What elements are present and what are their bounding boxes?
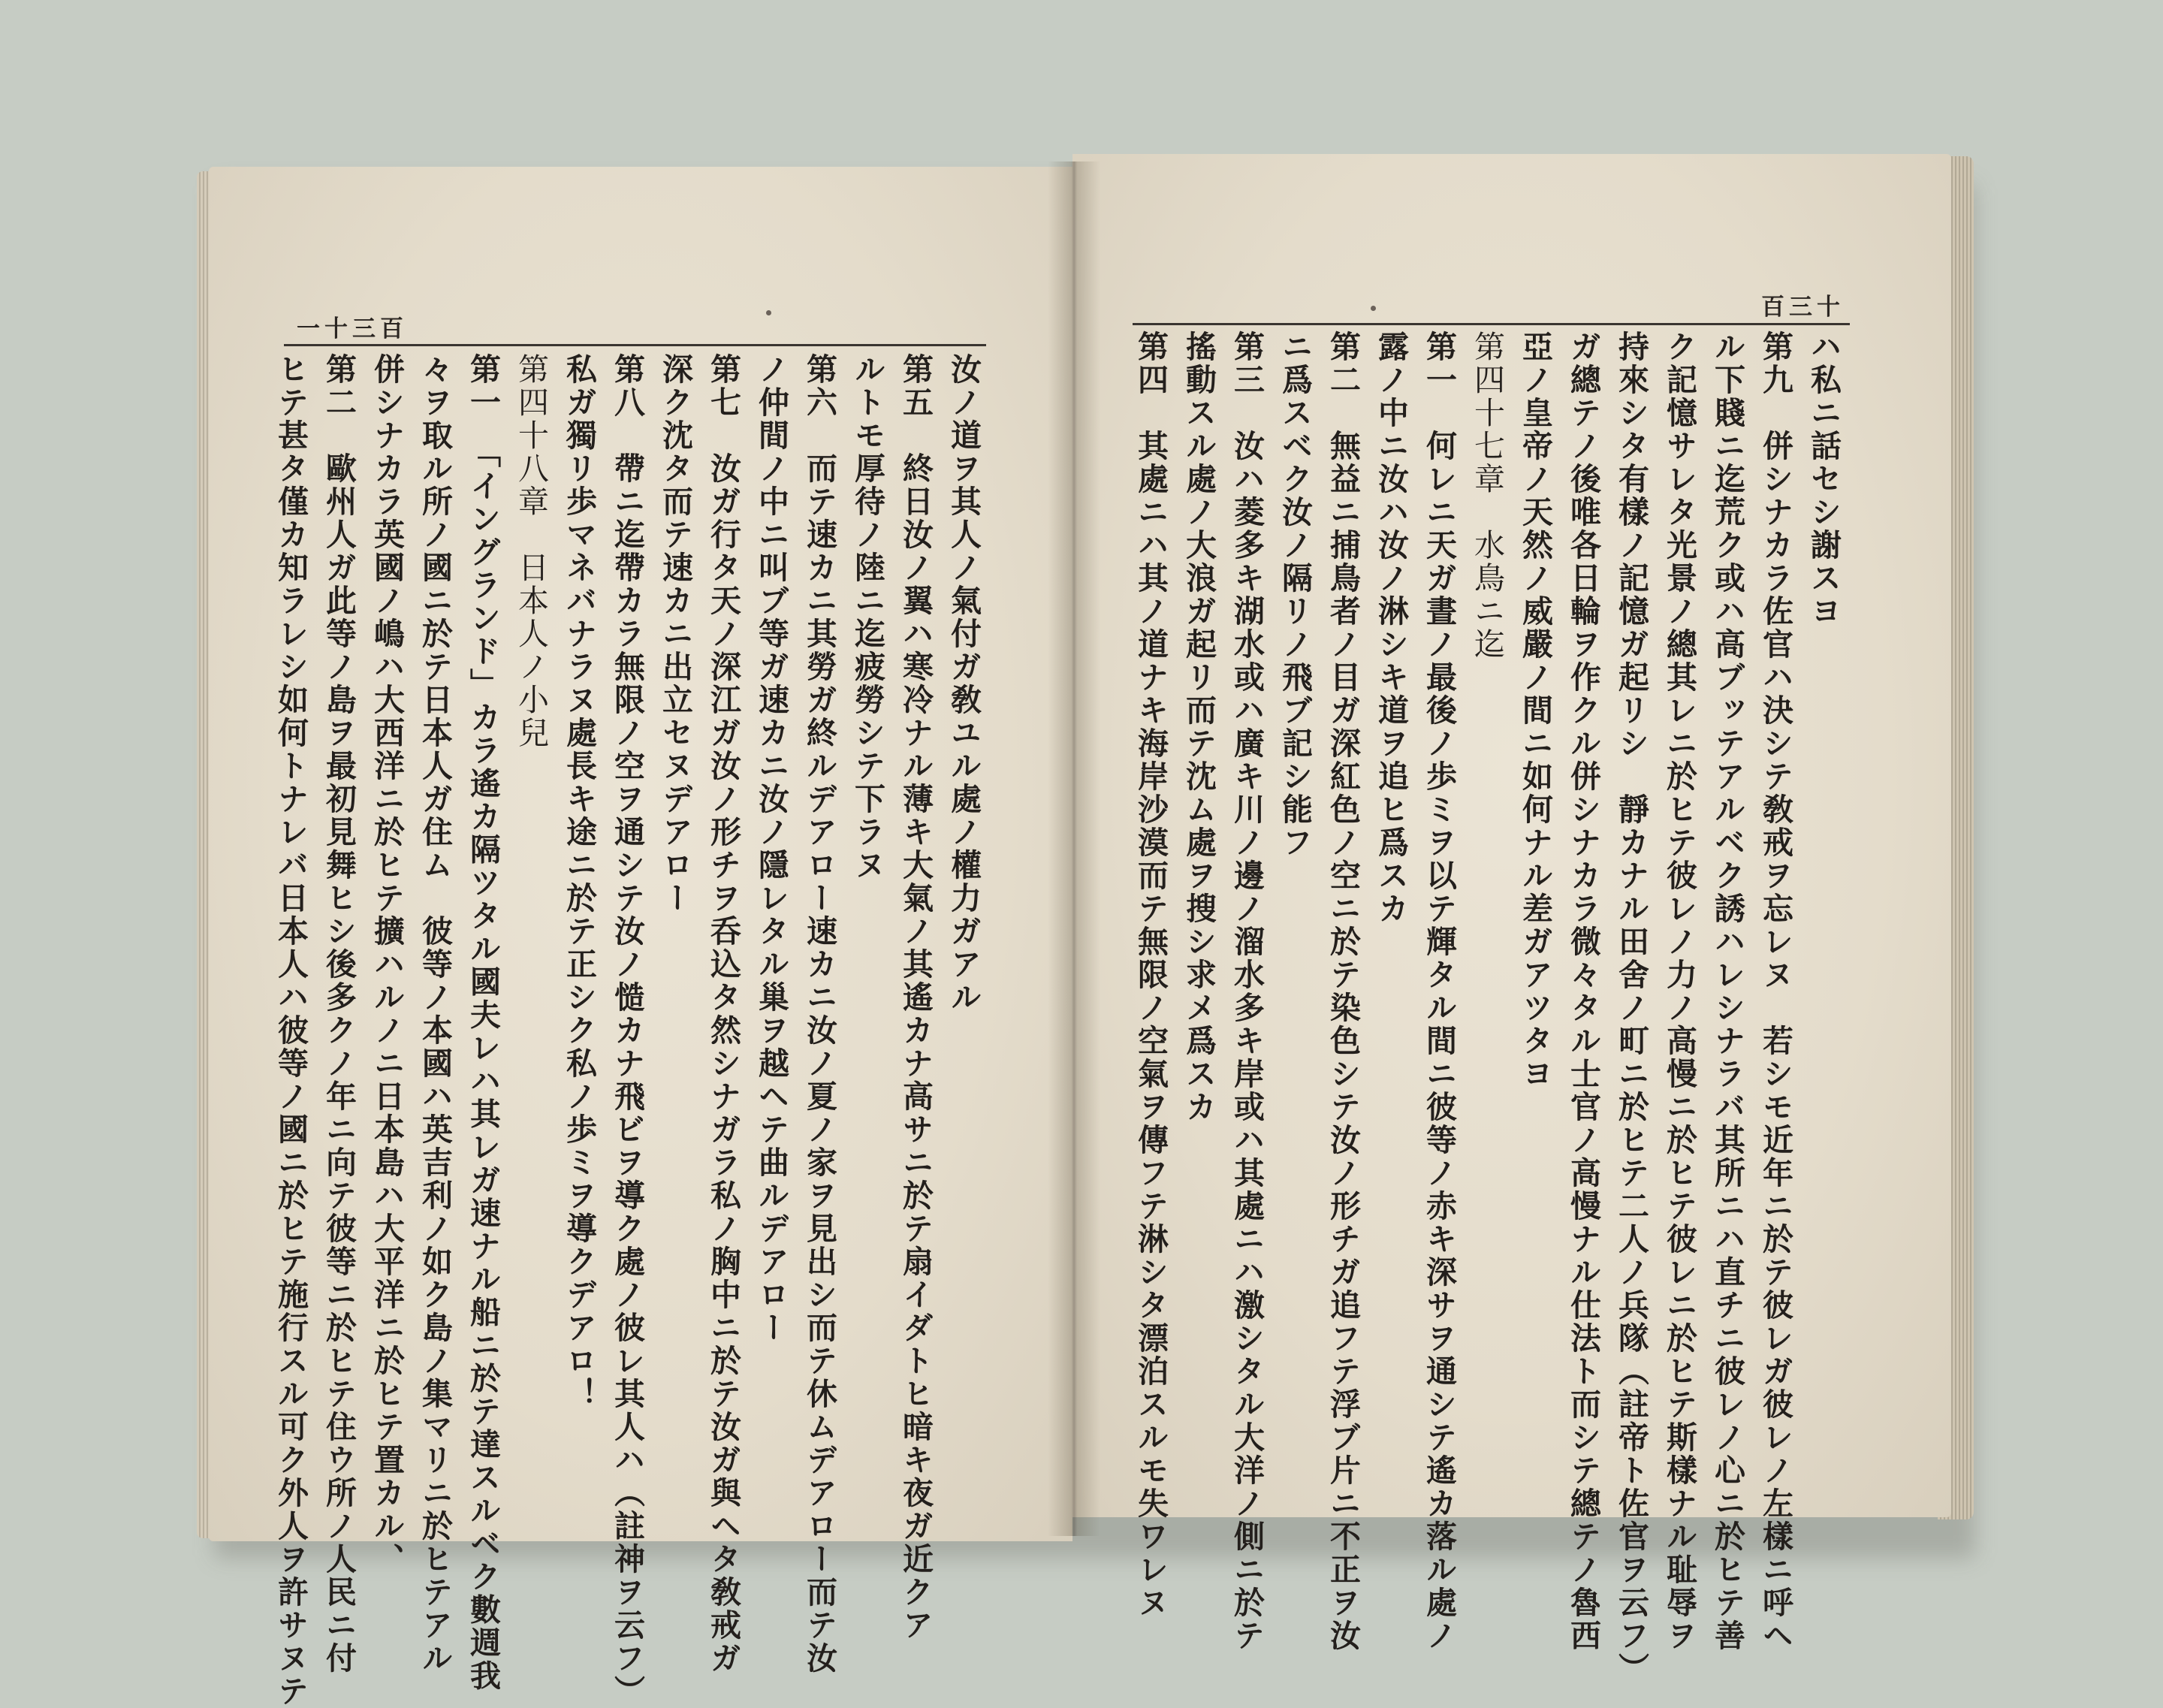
book-gutter (1048, 161, 1100, 1536)
text-column: 汝ノ道ヲ其人ノ氣付ガ敎ユル處ノ權力ガアル (946, 353, 982, 1014)
text-column: ルトモ厚待ノ陸ニ迄疲勞シテ下ラヌ (849, 353, 885, 882)
text-column: 第九 併シナカラ佐官ハ決シテ敎戒ヲ忘レヌ 若シモ近年ニ於テ彼レガ彼レノ左樣ニ呼ヘ (1757, 330, 1793, 1652)
text-column: 第一 何レニ天ガ晝ノ最後ノ歩ミヲ以テ輝タル間ニ彼等ノ赤キ深サヲ通シテ遙カ落ル處ノ (1421, 330, 1457, 1652)
text-column: 第三 汝ハ菱多キ湖水或ハ廣キ川ノ邊ノ溜水多キ岸或ハ其處ニハ激シタル大洋ノ側ニ於テ (1229, 330, 1265, 1652)
text-column: 搖動スル處ノ大浪ガ起リ而テ沈ム處ヲ搜シ求メ爲スカ (1181, 330, 1217, 1124)
text-column: ヒテ甚タ僅カ知ラレシ如何トナレバ日本人ハ彼等ノ國ニ於ヒテ施行スル可ク外人ヲ許サヌテ (273, 353, 309, 1708)
text-column: 第二 歐州人ガ此等ノ島ヲ最初見舞ヒシ後多クノ年ニ向テ彼等ニ於ヒテ住ウ所ノ人民ニ付 (321, 353, 357, 1675)
text-column: 亞ノ皇帝ノ天然ノ威嚴ノ間ニ如何ナル差ガアツタヨ (1517, 330, 1553, 1091)
text-column: 第二 無益ニ捕鳥者ノ目ガ深紅色ノ空ニ於テ染色シテ汝ノ形チガ追フテ浮ブ片ニ不正ヲ汝 (1325, 330, 1361, 1652)
text-column: 第四 其處ニハ其ノ道ナキ海岸沙漠而テ無限ノ空氣ヲ傳フテ淋シタ漂泊スルモ失ワレヌ (1133, 330, 1169, 1619)
text-column: 深ク沈タ而テ速カニ出立セヌデアロー (657, 353, 693, 915)
text-column: 露ノ中ニ汝ハ汝ノ淋シキ道ヲ追ヒ爲スカ (1373, 330, 1409, 925)
text-column: 持來シタ有樣ノ記憶ガ起リシ 靜カナル田舍ノ町ニ於ヒテ二人ノ兵隊（註帝ト佐官ヲ云フ） (1613, 330, 1649, 1685)
text-column: ハ私ニ話セシ謝スヨ (1806, 330, 1842, 628)
text-column: 第七 汝ガ行タ天ノ深江ガ汝ノ形チヲ呑込タ然シナガラ私ノ胸中ニ於テ汝ガ與ヘタ敎戒ガ (705, 353, 741, 1675)
right-page-number: 百三十 (1761, 294, 1845, 321)
text-column: 第六 而テ速カニ其勞ガ終ルデアロー速カニ汝ノ夏ノ家ヲ見出シ而テ休ムデアロー而テ汝 (801, 353, 837, 1675)
text-column: 第八 帶ニ迄帶カラ無限ノ空ヲ通シテ汝ノ慥カナ飛ビヲ導ク處ノ彼レ其人ハ（註神ヲ云フ） (609, 353, 645, 1708)
left-page-number: 一十三百 (297, 315, 408, 343)
text-column: ノ仲間ノ中ニ叫ブ等ガ速カニ汝ノ隱レタル巢ヲ越ヘテ曲ルデアロー (753, 353, 789, 1344)
text-column: 第四十七章 水鳥ニ迄 (1469, 330, 1505, 661)
binding-hole (766, 310, 771, 315)
text-column: 私ガ獨リ歩マネバナラヌ處長キ途ニ於テ正シク私ノ歩ミヲ導クデアロ！ (561, 353, 597, 1411)
left-page-text (273, 353, 988, 1708)
text-column: ル下賤ニ迄荒ク或ハ高ブッテアルベク誘ハレシナラバ其所ニハ直チニ彼レノ心ニ於ヒテ善 (1709, 330, 1745, 1652)
text-column: ガ總テノ後唯各日輪ヲ作クル併シナカラ微々タル士官ノ高慢ナル仕法ト而シテ總テノ魯西 (1565, 330, 1601, 1652)
binding-hole (1371, 306, 1376, 311)
right-header-rule (1133, 323, 1850, 325)
text-column: 併シナカラ英國ノ嶋ハ大西洋ニ於ヒテ擴ハルノニ日本島ハ大平洋ニ於ヒテ置カル、 (369, 353, 405, 1576)
text-column: ク記憶サレタ光景ノ總其レニ於ヒテ彼レノ力ノ高慢ニ於ヒテ彼レニ於ヒテ斯樣ナル耻辱ヲ (1661, 330, 1697, 1652)
text-column: 々ヲ取ル所ノ國ニ於テ日本人ガ住ム 彼等ノ本國ハ英吉利ノ如ク島ノ集マリニ於ヒテアル (417, 353, 453, 1675)
text-column: 第四十八章 日本人ノ小兒 (513, 353, 549, 750)
left-header-rule (284, 344, 986, 346)
right-page-text (1130, 330, 1848, 1685)
text-column: 第五 終日汝ノ翼ハ寒冷ナル薄キ大氣ノ其遙カナ高サニ於テ扇イダトヒ暗キ夜ガ近クア (897, 353, 934, 1642)
text-column: ニ爲スベク汝ノ隔リノ飛ブ記シ能フ (1277, 330, 1313, 859)
text-column: 第一 「イングランド」カラ遙カ隔ツタル國夫レハ其レガ速ナル船ニ於テ達スルベク數週我 (465, 353, 501, 1693)
